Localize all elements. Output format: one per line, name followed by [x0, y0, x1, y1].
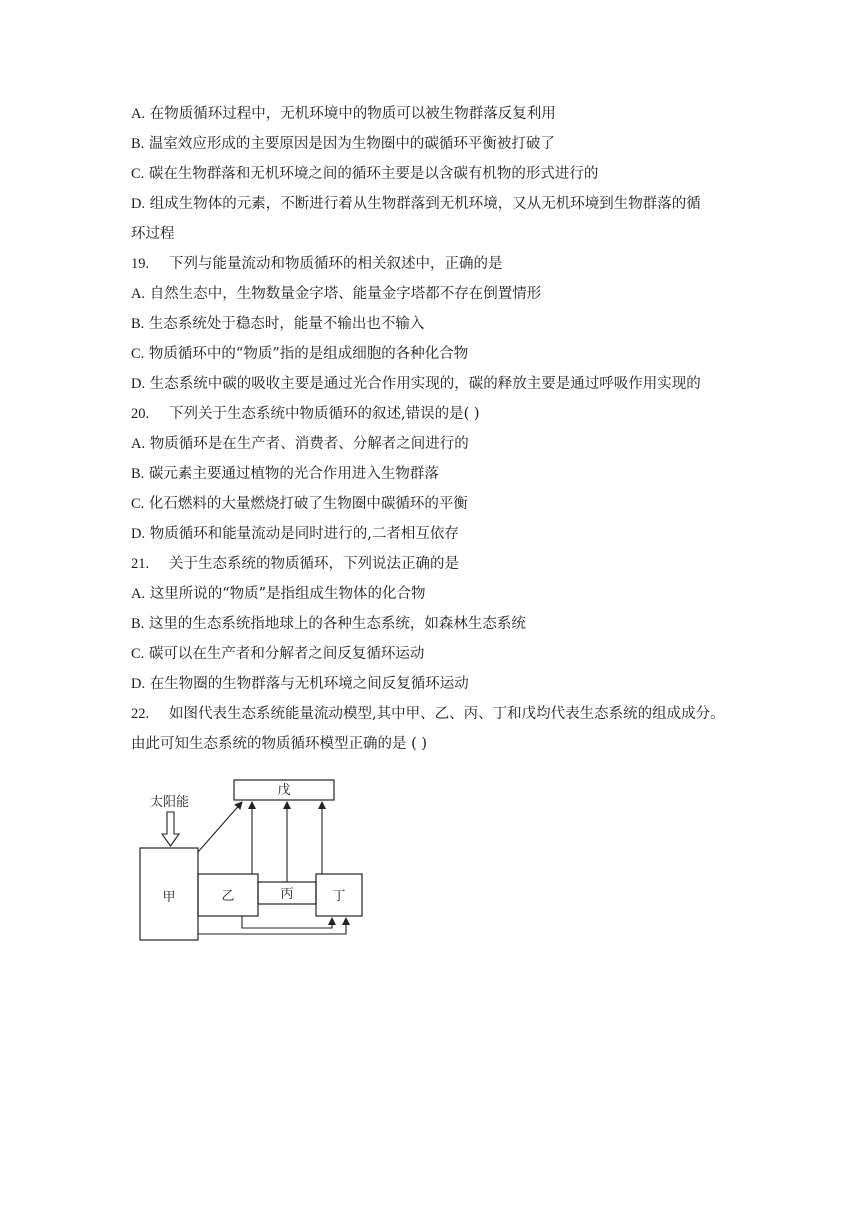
q20-option-c: C. 化石燃料的大量燃烧打破了生物圈中碳循环的平衡	[131, 496, 468, 512]
q20-stem: 20. 下列关于生态系统中物质循环的叙述,错误的是( )	[131, 406, 480, 422]
q18-option-d: D. 组成生物体的元素，不断进行着从生物群落到无机环境，又从无机环境到生物群落的循	[131, 196, 701, 212]
q18-option-c: C. 碳在生物群落和无机环境之间的循环主要是以含碳有机物的形式进行的	[131, 166, 599, 182]
q22-stem-line2: 由此可知生态系统的物质循环模型正确的是 ( )	[131, 736, 428, 752]
q19-stem: 19. 下列与能量流动和物质循环的相关叙述中，正确的是	[131, 256, 503, 272]
q18-option-d-continued: 环过程	[131, 226, 175, 242]
box-bing-label: 丙	[280, 887, 294, 902]
q21-option-d: D. 在生物圈的生物群落与无机环境之间反复循环运动	[131, 676, 469, 692]
box-jia-label: 甲	[162, 890, 176, 905]
arrow-jia-to-wu	[198, 802, 242, 852]
q20-option-b: B. 碳元素主要通过植物的光合作用进入生物群落	[131, 466, 439, 482]
sun-label: 太阳能	[150, 795, 190, 810]
q20-number: 20.	[131, 406, 150, 422]
box-wu-label: 戊	[277, 783, 291, 798]
q21-stem: 21. 关于生态系统的物质循环，下列说法正确的是	[131, 556, 459, 572]
q19-option-d: D. 生态系统中碳的吸收主要是通过光合作用实现的，碳的释放主要是通过呼吸作用实现的	[131, 376, 701, 392]
q19-option-c: C. 物质循环中的“物质”指的是组成细胞的各种化合物	[131, 346, 469, 362]
q18-option-a: A. 在物质循环过程中，无机环境中的物质可以被生物群落反复利用	[131, 106, 556, 122]
q20-option-d: D. 物质循环和能量流动是同时进行的,二者相互依存	[131, 526, 459, 542]
energy-flow-diagram	[132, 778, 372, 948]
q21-option-a: A. 这里所说的“物质”是指组成生物体的化合物	[131, 586, 426, 602]
q18-option-b: B. 温室效应形成的主要原因是因为生物圈中的碳循环平衡被打破了	[131, 136, 555, 152]
q19-option-a: A. 自然生态中，生物数量金字塔、能量金字塔都不存在倒置情形	[131, 286, 542, 302]
q21-option-c: C. 碳可以在生产者和分解者之间反复循环运动	[131, 646, 425, 662]
q20-option-a: A. 物质循环是在生产者、消费者、分解者之间进行的	[131, 436, 469, 452]
arrow-jia-to-ding	[198, 918, 346, 934]
arrow-yi-to-ding	[242, 916, 332, 928]
box-yi-label: 乙	[221, 889, 235, 904]
q21-option-b: B. 这里的生态系统指地球上的各种生态系统，如森林生态系统	[131, 616, 526, 632]
box-ding-label: 丁	[332, 889, 346, 904]
q22-number: 22.	[131, 706, 150, 722]
q21-number: 21.	[131, 556, 150, 572]
q19-number: 19.	[131, 256, 150, 272]
sun-arrow	[162, 812, 179, 846]
q22-stem: 22. 如图代表生态系统能量流动模型,其中甲、乙、丙、丁和戊均代表生态系统的组成成分。	[131, 706, 725, 722]
q19-option-b: B. 生态系统处于稳态时，能量不输出也不输入	[131, 316, 425, 332]
